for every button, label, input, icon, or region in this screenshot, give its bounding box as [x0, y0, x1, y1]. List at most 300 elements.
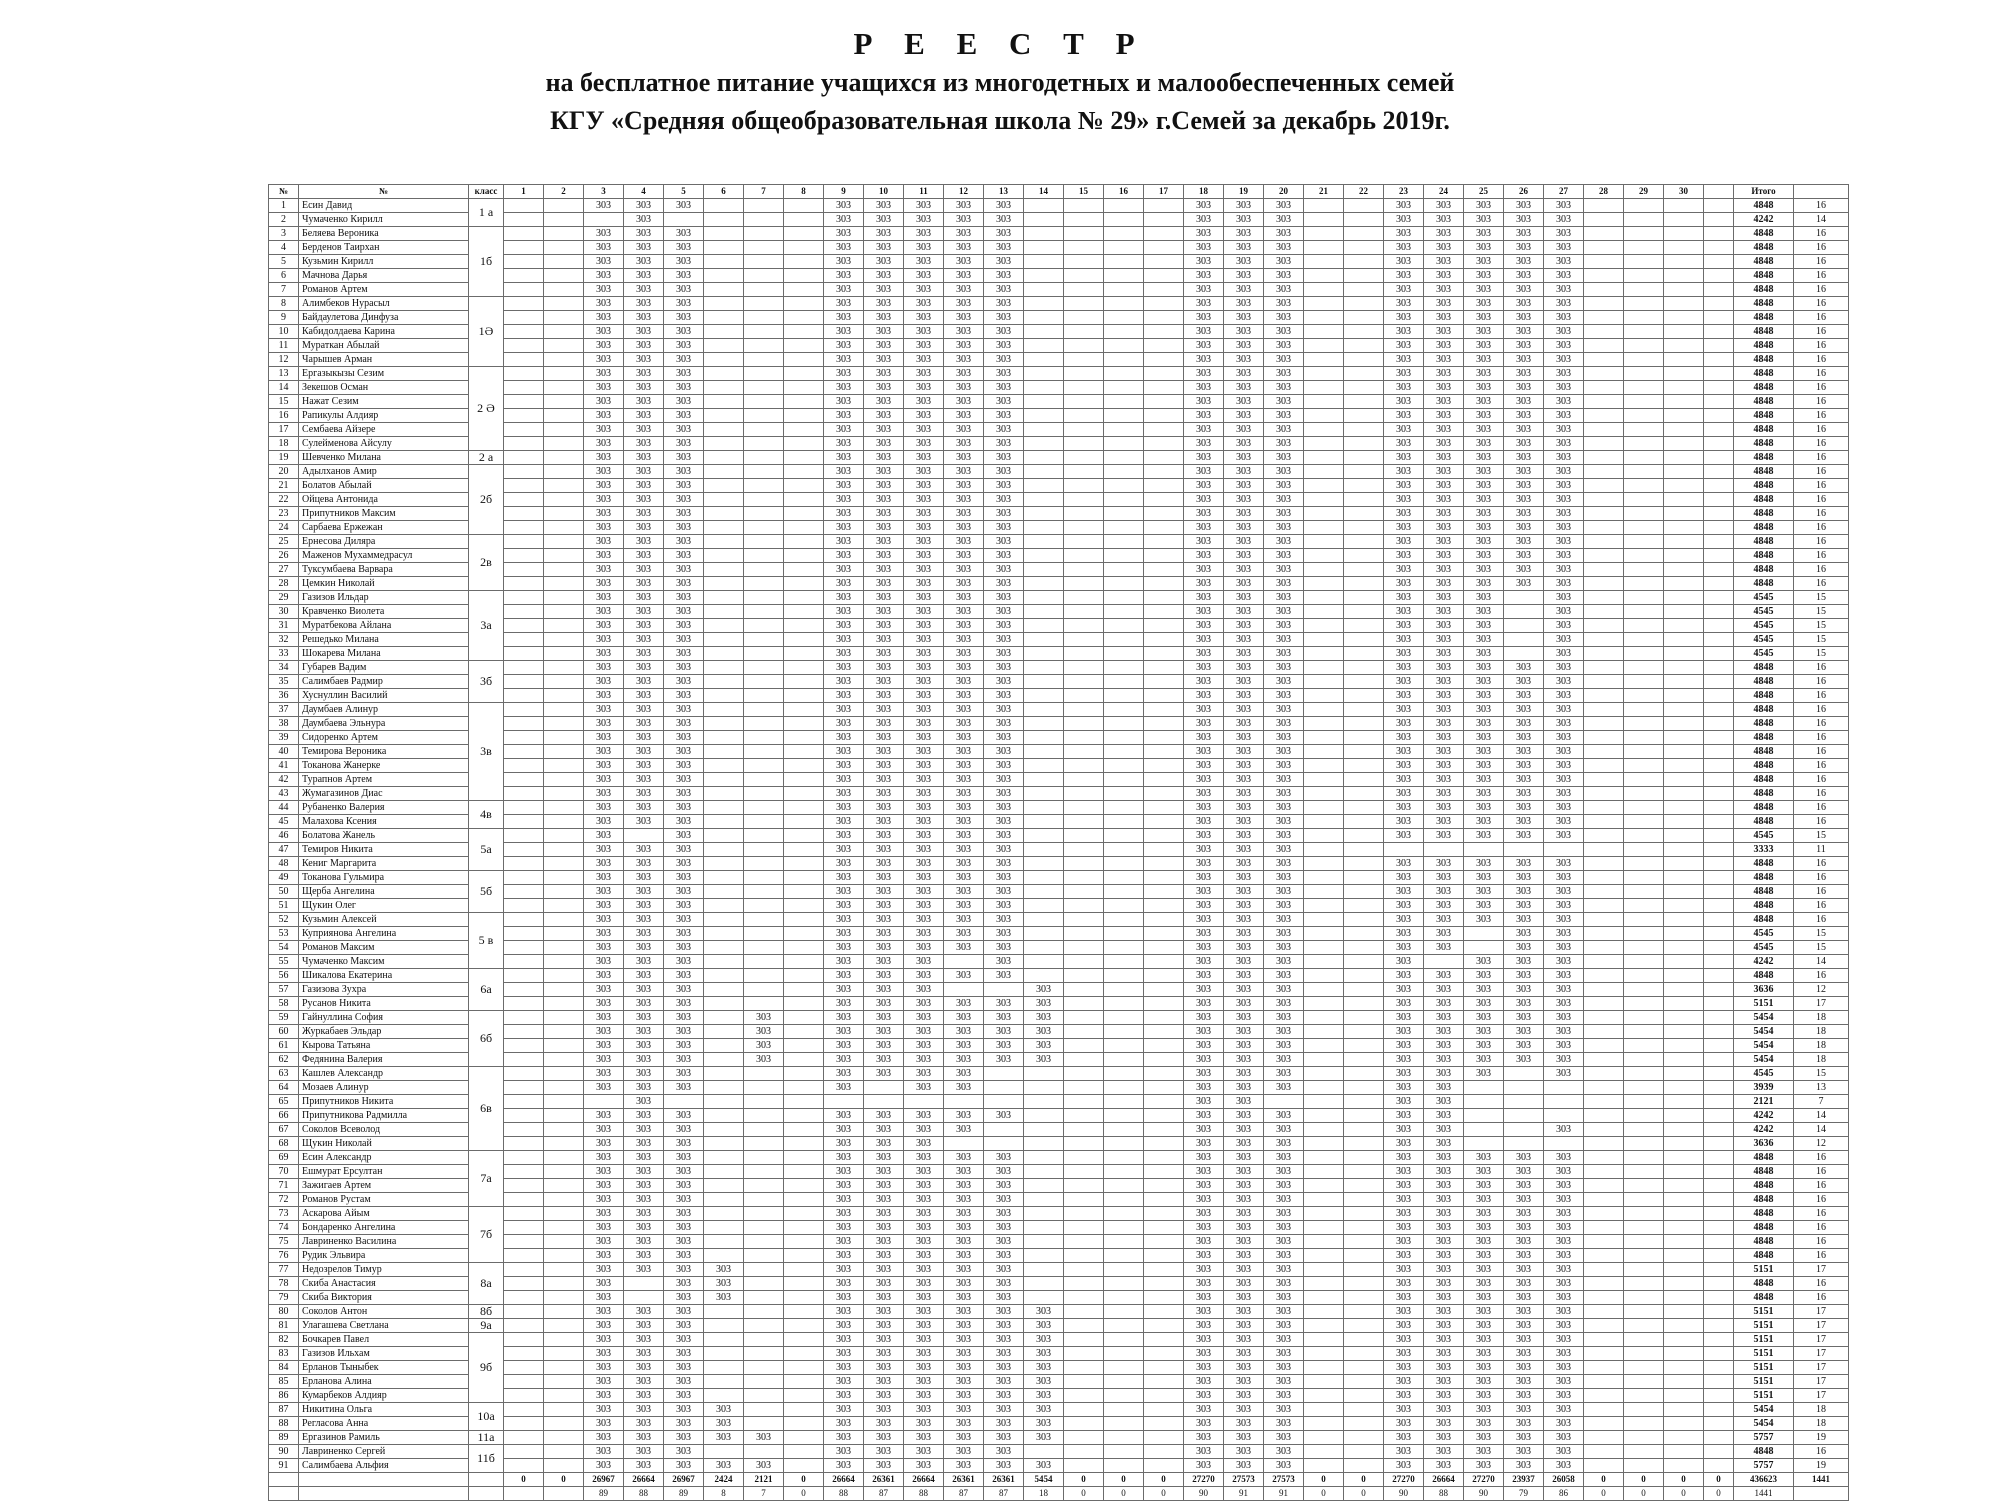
- meal-cell: 303: [664, 465, 704, 479]
- meal-cell: [704, 423, 744, 437]
- meal-cell: [544, 591, 584, 605]
- meal-cell: [744, 1291, 784, 1305]
- meal-cell: 303: [864, 703, 904, 717]
- meal-cell: [1024, 1277, 1064, 1291]
- meal-cell: 303: [584, 913, 624, 927]
- meal-cell: 303: [664, 927, 704, 941]
- meal-cell: [1304, 829, 1344, 843]
- class-label: 2в: [469, 535, 504, 591]
- spacer-cell: [1704, 605, 1734, 619]
- meal-cell: 303: [864, 1207, 904, 1221]
- meal-cell: 303: [864, 507, 904, 521]
- meal-cell: [784, 675, 824, 689]
- sum-cell: 26664: [904, 1473, 944, 1487]
- meal-cell: 303: [584, 1067, 624, 1081]
- meal-cell: [504, 759, 544, 773]
- meal-cell: 303: [1184, 829, 1224, 843]
- meal-cell: 303: [1224, 955, 1264, 969]
- meal-cell: [1064, 1151, 1104, 1165]
- student-row: [269, 1067, 1849, 1081]
- meal-cell: [1304, 1067, 1344, 1081]
- meal-cell: 303: [1464, 745, 1504, 759]
- meal-cell: 303: [584, 1305, 624, 1319]
- meal-cell: [784, 1025, 824, 1039]
- meal-cell: 303: [584, 1179, 624, 1193]
- class-label: 11а: [469, 1431, 504, 1445]
- meal-cell: [1104, 605, 1144, 619]
- meal-cell: [1624, 885, 1664, 899]
- meal-cell: 303: [904, 689, 944, 703]
- meal-cell: [1144, 1263, 1184, 1277]
- meal-cell: [704, 535, 744, 549]
- meal-cell: [1664, 1095, 1704, 1109]
- meal-cell: [504, 1291, 544, 1305]
- meal-cell: [1064, 899, 1104, 913]
- student-name: Щукин Олег: [299, 899, 469, 913]
- meal-cell: 303: [904, 1109, 944, 1123]
- spacer-cell: [1704, 1319, 1734, 1333]
- meal-cell: [1304, 857, 1344, 871]
- meal-cell: 303: [664, 1039, 704, 1053]
- spacer-cell: [1704, 1151, 1734, 1165]
- meal-cell: 303: [1384, 955, 1424, 969]
- meal-cell: [1024, 437, 1064, 451]
- meal-cell: [1344, 815, 1384, 829]
- meal-cell: 303: [1464, 227, 1504, 241]
- meal-cell: [1144, 1067, 1184, 1081]
- meal-cell: [1104, 857, 1144, 871]
- meal-cell: [784, 1137, 824, 1151]
- row-total: 5454: [1734, 1025, 1794, 1039]
- meal-cell: [1344, 493, 1384, 507]
- meal-cell: [1504, 619, 1544, 633]
- meal-cell: [1344, 521, 1384, 535]
- meal-cell: [1584, 1221, 1624, 1235]
- meal-cell: [1624, 633, 1664, 647]
- meal-cell: [1104, 283, 1144, 297]
- meal-cell: [1144, 955, 1184, 969]
- class-label: 9а: [469, 1319, 504, 1333]
- meal-cell: 303: [824, 1109, 864, 1123]
- meal-cell: [504, 283, 544, 297]
- meal-cell: [704, 913, 744, 927]
- meal-cell: 303: [1424, 899, 1464, 913]
- meal-cell: [1664, 1361, 1704, 1375]
- meal-cell: [784, 647, 824, 661]
- meal-cell: 303: [584, 395, 624, 409]
- meal-cell: [544, 297, 584, 311]
- meal-cell: [1664, 633, 1704, 647]
- meal-cell: 303: [1264, 1375, 1304, 1389]
- meal-cell: [1344, 283, 1384, 297]
- row-days: 16: [1794, 521, 1849, 535]
- meal-cell: 303: [1464, 311, 1504, 325]
- meal-cell: 303: [1504, 563, 1544, 577]
- meal-cell: 303: [904, 1053, 944, 1067]
- meal-cell: 303: [904, 913, 944, 927]
- meal-cell: [704, 1067, 744, 1081]
- meal-cell: 303: [1464, 437, 1504, 451]
- meal-cell: [544, 787, 584, 801]
- meal-cell: [1584, 591, 1624, 605]
- meal-cell: 303: [624, 227, 664, 241]
- meal-cell: [744, 1123, 784, 1137]
- meal-cell: [544, 1151, 584, 1165]
- meal-cell: [1024, 1235, 1064, 1249]
- row-days: 12: [1794, 1137, 1849, 1151]
- student-row: [269, 1375, 1849, 1389]
- meal-cell: 303: [1184, 1039, 1224, 1053]
- meal-cell: [704, 591, 744, 605]
- meal-cell: 303: [1384, 521, 1424, 535]
- meal-cell: 303: [1504, 1375, 1544, 1389]
- sum-cell: 0: [1624, 1473, 1664, 1487]
- meal-cell: 303: [984, 633, 1024, 647]
- meal-cell: 303: [624, 955, 664, 969]
- meal-cell: 303: [984, 619, 1024, 633]
- meal-cell: 303: [1424, 311, 1464, 325]
- meal-cell: 303: [1544, 801, 1584, 815]
- spacer-cell: [1704, 577, 1734, 591]
- meal-cell: [1664, 1053, 1704, 1067]
- meal-cell: 303: [664, 829, 704, 843]
- meal-cell: 303: [1544, 1053, 1584, 1067]
- meal-cell: [504, 451, 544, 465]
- meal-cell: 303: [944, 969, 984, 983]
- meal-cell: [1624, 1193, 1664, 1207]
- meal-cell: [1304, 1039, 1344, 1053]
- meal-cell: [784, 857, 824, 871]
- meal-cell: [1664, 1039, 1704, 1053]
- meal-cell: [704, 1375, 744, 1389]
- meal-cell: 303: [1424, 717, 1464, 731]
- meal-cell: [1144, 283, 1184, 297]
- spacer-cell: [1704, 983, 1734, 997]
- meal-cell: 303: [1384, 507, 1424, 521]
- meal-cell: [544, 563, 584, 577]
- meal-cell: [1584, 395, 1624, 409]
- meal-cell: [1024, 801, 1064, 815]
- student-row: [269, 1179, 1849, 1193]
- meal-cell: 303: [1384, 577, 1424, 591]
- header-cell: 22: [1344, 185, 1384, 199]
- meal-cell: 303: [1424, 437, 1464, 451]
- meal-cell: 303: [664, 1011, 704, 1025]
- meal-cell: 303: [1264, 1459, 1304, 1473]
- meal-cell: 303: [1504, 689, 1544, 703]
- count-cell: 87: [864, 1487, 904, 1501]
- header-cell: 8: [784, 185, 824, 199]
- meal-cell: [1664, 465, 1704, 479]
- meal-cell: [1064, 591, 1104, 605]
- student-name: Регласова Анна: [299, 1417, 469, 1431]
- meal-cell: [1304, 227, 1344, 241]
- meal-cell: [1064, 227, 1104, 241]
- meal-cell: 303: [824, 857, 864, 871]
- spacer-cell: [1704, 899, 1734, 913]
- meal-cell: 303: [1024, 1375, 1064, 1389]
- row-number: 24: [269, 521, 299, 535]
- meal-cell: 303: [1184, 367, 1224, 381]
- meal-cell: 303: [1264, 1305, 1304, 1319]
- meal-cell: [784, 283, 824, 297]
- meal-cell: [784, 1179, 824, 1193]
- row-days: 16: [1794, 325, 1849, 339]
- meal-cell: 303: [1224, 367, 1264, 381]
- meal-cell: 303: [1184, 339, 1224, 353]
- meal-cell: [544, 1333, 584, 1347]
- row-days: 16: [1794, 227, 1849, 241]
- meal-cell: 303: [1264, 437, 1304, 451]
- meal-cell: [1144, 1123, 1184, 1137]
- meal-cell: [1344, 745, 1384, 759]
- meal-cell: 303: [664, 955, 704, 969]
- meal-cell: 303: [824, 1207, 864, 1221]
- meal-cell: 303: [1224, 745, 1264, 759]
- meal-cell: 303: [1544, 1347, 1584, 1361]
- meal-cell: 303: [664, 815, 704, 829]
- spacer-cell: [1704, 745, 1734, 759]
- meal-cell: [544, 507, 584, 521]
- spacer-cell: [1704, 1445, 1734, 1459]
- meal-cell: 303: [1504, 1151, 1544, 1165]
- student-name: Гайнуллина София: [299, 1011, 469, 1025]
- meal-cell: 303: [1424, 1459, 1464, 1473]
- meal-cell: 303: [1504, 549, 1544, 563]
- meal-cell: 303: [1504, 269, 1544, 283]
- meal-cell: [1664, 1291, 1704, 1305]
- meal-cell: [1344, 661, 1384, 675]
- meal-cell: 303: [864, 1053, 904, 1067]
- meal-cell: 303: [1504, 1361, 1544, 1375]
- row-days: 17: [1794, 1319, 1849, 1333]
- meal-cell: [1104, 521, 1144, 535]
- meal-cell: 303: [1504, 213, 1544, 227]
- meal-cell: 303: [664, 787, 704, 801]
- meal-cell: [704, 1389, 744, 1403]
- meal-cell: [1344, 829, 1384, 843]
- meal-cell: 303: [944, 1011, 984, 1025]
- meal-cell: [1344, 787, 1384, 801]
- meal-cell: [784, 409, 824, 423]
- meal-cell: 303: [1424, 1053, 1464, 1067]
- meal-cell: 303: [624, 661, 664, 675]
- row-number: 51: [269, 899, 299, 913]
- row-total: 5454: [1734, 1403, 1794, 1417]
- meal-cell: [1104, 1179, 1144, 1193]
- meal-cell: 303: [1544, 1039, 1584, 1053]
- meal-cell: [544, 535, 584, 549]
- header-cell: 14: [1024, 185, 1064, 199]
- meal-cell: [784, 1011, 824, 1025]
- meal-cell: [1024, 493, 1064, 507]
- meal-cell: [1304, 423, 1344, 437]
- meal-cell: 303: [584, 1165, 624, 1179]
- meal-cell: 303: [1184, 969, 1224, 983]
- meal-cell: 303: [864, 1151, 904, 1165]
- meal-cell: [544, 829, 584, 843]
- meal-cell: 303: [1184, 325, 1224, 339]
- meal-cell: [1664, 1445, 1704, 1459]
- meal-cell: 303: [1544, 507, 1584, 521]
- meal-cell: 303: [624, 843, 664, 857]
- meal-cell: 303: [824, 1375, 864, 1389]
- meal-cell: [1104, 969, 1144, 983]
- row-number: 61: [269, 1039, 299, 1053]
- meal-cell: [1304, 1011, 1344, 1025]
- class-label: 7б: [469, 1207, 504, 1263]
- meal-cell: 303: [824, 969, 864, 983]
- student-name: Берденов Таирхан: [299, 241, 469, 255]
- meal-cell: 303: [1264, 969, 1304, 983]
- meal-cell: [704, 843, 744, 857]
- meal-cell: 303: [984, 1263, 1024, 1277]
- meal-cell: 303: [1504, 675, 1544, 689]
- row-number: 79: [269, 1291, 299, 1305]
- meal-cell: 303: [864, 927, 904, 941]
- meal-cell: 303: [664, 1459, 704, 1473]
- spacer-cell: [1704, 1347, 1734, 1361]
- spacer-cell: [1704, 479, 1734, 493]
- meal-cell: 303: [944, 1403, 984, 1417]
- student-name: Скиба Виктория: [299, 1291, 469, 1305]
- meal-cell: [744, 269, 784, 283]
- meal-cell: 303: [864, 479, 904, 493]
- meal-cell: 303: [1544, 1263, 1584, 1277]
- meal-cell: [1064, 283, 1104, 297]
- meal-cell: 303: [664, 689, 704, 703]
- meal-cell: 303: [1224, 227, 1264, 241]
- student-row: [269, 549, 1849, 563]
- meal-cell: 303: [1264, 549, 1304, 563]
- meal-cell: [784, 829, 824, 843]
- meal-cell: 303: [1264, 1235, 1304, 1249]
- meal-cell: [1024, 787, 1064, 801]
- sum-cell: 0: [1104, 1473, 1144, 1487]
- meal-cell: [1144, 1053, 1184, 1067]
- row-days: 7: [1794, 1095, 1849, 1109]
- student-row: [269, 759, 1849, 773]
- meal-cell: 303: [864, 843, 904, 857]
- meal-cell: 303: [1264, 871, 1304, 885]
- meal-cell: 303: [984, 1431, 1024, 1445]
- meal-cell: [1624, 731, 1664, 745]
- meal-cell: [1104, 829, 1144, 843]
- meal-cell: 303: [624, 297, 664, 311]
- meal-cell: [504, 619, 544, 633]
- header-cell: 26: [1504, 185, 1544, 199]
- spacer-cell: [1704, 367, 1734, 381]
- meal-cell: [1144, 969, 1184, 983]
- meal-cell: 303: [1504, 1277, 1544, 1291]
- class-label: 1 а: [469, 199, 504, 227]
- meal-cell: 303: [584, 353, 624, 367]
- meal-cell: 303: [1184, 997, 1224, 1011]
- meal-cell: [1304, 969, 1344, 983]
- meal-cell: 303: [664, 493, 704, 507]
- meal-cell: [1344, 927, 1384, 941]
- meal-cell: [1664, 1403, 1704, 1417]
- meal-cell: [1024, 1263, 1064, 1277]
- meal-cell: 303: [864, 255, 904, 269]
- meal-cell: [1344, 1417, 1384, 1431]
- meal-cell: [1104, 633, 1144, 647]
- meal-cell: 303: [1184, 871, 1224, 885]
- meal-cell: 303: [984, 1389, 1024, 1403]
- meal-cell: [1024, 199, 1064, 213]
- meal-cell: [744, 563, 784, 577]
- meal-cell: [504, 829, 544, 843]
- meal-cell: 303: [864, 1263, 904, 1277]
- row-number: 28: [269, 577, 299, 591]
- meal-cell: 303: [1424, 1305, 1464, 1319]
- meal-cell: [504, 1459, 544, 1473]
- meal-cell: 303: [624, 549, 664, 563]
- meal-cell: 303: [1224, 297, 1264, 311]
- meal-cell: [1344, 1137, 1384, 1151]
- meal-cell: [1144, 381, 1184, 395]
- meal-cell: 303: [1544, 871, 1584, 885]
- meal-cell: 303: [1384, 1249, 1424, 1263]
- meal-cell: 303: [664, 1207, 704, 1221]
- row-number: 12: [269, 353, 299, 367]
- row-days: 17: [1794, 1333, 1849, 1347]
- meal-cell: [1104, 1025, 1144, 1039]
- meal-cell: 303: [1264, 241, 1304, 255]
- meal-cell: [1584, 1403, 1624, 1417]
- meal-cell: 303: [1464, 1025, 1504, 1039]
- meal-cell: 303: [1544, 1165, 1584, 1179]
- row-number: 22: [269, 493, 299, 507]
- meal-cell: [784, 955, 824, 969]
- meal-cell: [704, 1053, 744, 1067]
- meal-cell: [1344, 675, 1384, 689]
- meal-cell: [504, 1263, 544, 1277]
- meal-cell: [1104, 1277, 1144, 1291]
- meal-cell: [704, 367, 744, 381]
- meal-cell: 303: [1184, 1067, 1224, 1081]
- row-total: 5151: [1734, 1305, 1794, 1319]
- meal-cell: 303: [824, 1431, 864, 1445]
- meal-cell: [1304, 409, 1344, 423]
- meal-cell: 303: [1224, 605, 1264, 619]
- meal-cell: [784, 395, 824, 409]
- meal-cell: [744, 395, 784, 409]
- row-number: 14: [269, 381, 299, 395]
- meal-cell: 303: [1424, 759, 1464, 773]
- student-row: [269, 297, 1849, 311]
- meal-cell: 303: [1424, 241, 1464, 255]
- meal-cell: [544, 451, 584, 465]
- student-row: [269, 521, 1849, 535]
- meal-cell: [1584, 1347, 1624, 1361]
- meal-cell: [1144, 885, 1184, 899]
- meal-cell: 303: [1464, 759, 1504, 773]
- meal-cell: [1344, 1207, 1384, 1221]
- meal-cell: 303: [1184, 353, 1224, 367]
- meal-cell: 303: [864, 913, 904, 927]
- student-row: [269, 255, 1849, 269]
- meal-cell: 303: [1504, 955, 1544, 969]
- meal-cell: [1304, 801, 1344, 815]
- meal-cell: 303: [584, 493, 624, 507]
- meal-registry-table: [268, 184, 1849, 1501]
- meal-cell: 303: [824, 269, 864, 283]
- meal-cell: 303: [1544, 591, 1584, 605]
- meal-cell: 303: [904, 1277, 944, 1291]
- meal-cell: [1504, 605, 1544, 619]
- meal-cell: 303: [1264, 717, 1304, 731]
